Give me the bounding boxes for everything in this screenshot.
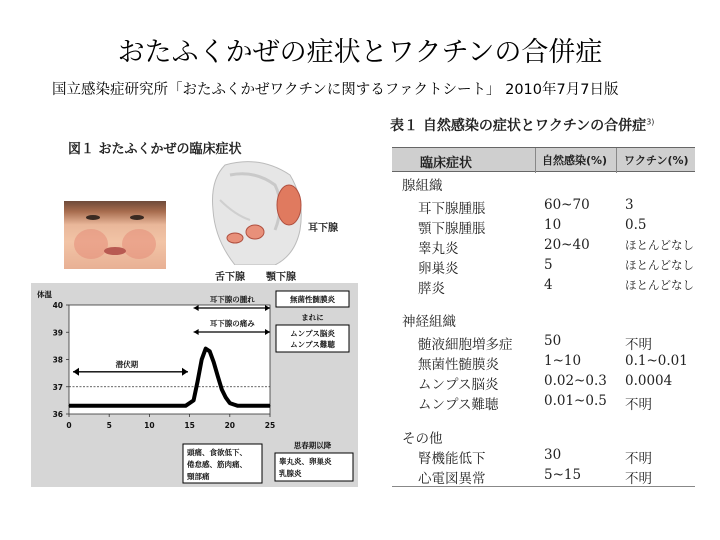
natural-infection-cell: 5~15 <box>544 467 582 483</box>
figure-heading: 図１ おたふくかぜの臨床症状 <box>68 142 242 157</box>
incubation-label: 潜伏期 <box>115 359 139 369</box>
table-row <box>392 373 695 393</box>
deafness-label: ムンプス難聴 <box>290 340 335 349</box>
x-tick-label: 10 <box>144 421 155 430</box>
temperature-point <box>185 405 186 406</box>
table-category-row <box>392 174 695 194</box>
header-divider <box>616 148 617 173</box>
table-row <box>392 393 695 413</box>
vaccine-cell: ほとんどなし <box>625 258 694 272</box>
table-row <box>392 467 695 487</box>
encephalitis-label: ムンプス脳炎 <box>290 329 335 338</box>
temperature-point <box>221 389 222 390</box>
temperature-point <box>229 403 230 404</box>
temperature-point <box>269 405 270 406</box>
photo-cheek-right <box>122 229 156 259</box>
temperature-chart <box>31 283 358 487</box>
natural-infection-cell: 5 <box>544 257 553 273</box>
table-category-row <box>392 427 695 447</box>
slide-title: おたふくかぜの症状とワクチンの合併症 <box>117 37 603 68</box>
table-row <box>392 333 695 353</box>
y-tick-label: 37 <box>52 382 63 392</box>
symptom-cell: 腎機能低下 <box>418 451 486 467</box>
table-heading-text: 表１ 自然感染の症状とワクチンの合併症 <box>390 118 647 134</box>
temperature-point <box>217 375 218 376</box>
table-heading <box>390 115 654 135</box>
salivary-gland-illustration <box>205 160 315 265</box>
table-row <box>392 217 695 237</box>
vaccine-cell: 0.1~0.01 <box>625 353 688 369</box>
table-row <box>392 447 695 467</box>
y-tick-label: 40 <box>52 301 63 310</box>
vaccine-cell: 3 <box>625 197 634 213</box>
table-row <box>392 237 695 257</box>
vaccine-cell: ほとんどなし <box>625 238 694 252</box>
y-tick-label: 36 <box>52 410 63 419</box>
table-row <box>392 197 695 217</box>
symptom-cell: 髄液細胞増多症 <box>418 337 513 353</box>
symptom-cell: 膵炎 <box>418 281 445 297</box>
table-category-row <box>392 310 695 330</box>
table-heading-ref: 3) <box>646 117 655 127</box>
temperature-point <box>68 405 69 406</box>
natural-infection-cell: 0.02~0.3 <box>544 373 607 389</box>
natural-infection-cell: 1~10 <box>544 353 582 369</box>
vaccine-cell: 不明 <box>625 397 652 413</box>
temperature-chart-panel <box>31 283 358 487</box>
vaccine-cell: 不明 <box>625 337 652 353</box>
natural-infection-cell: 20~40 <box>544 237 590 253</box>
x-tick-label: 25 <box>264 421 276 430</box>
temperature-point <box>225 397 226 398</box>
symptom-table <box>392 147 695 487</box>
natural-infection-cell: 10 <box>544 217 562 233</box>
prodrome-line-1: 頭痛、食欲低下、 <box>187 448 247 457</box>
symptom-cell: 耳下腺腫脹 <box>418 201 486 217</box>
col-header-natural: 自然感染(%) <box>542 154 608 167</box>
temperature-point <box>245 405 246 406</box>
vaccine-cell: 0.0004 <box>625 373 673 389</box>
symptom-cell: 睾丸炎 <box>418 241 459 257</box>
temperature-point <box>209 351 210 352</box>
temperature-point <box>201 359 202 360</box>
symptom-cell: 腺組織 <box>402 178 443 194</box>
symptom-cell: その他 <box>402 431 443 447</box>
symptom-cell: 無菌性髄膜炎 <box>418 357 499 373</box>
natural-infection-cell: 0.01~0.5 <box>544 393 607 409</box>
x-tick-label: 20 <box>224 421 236 430</box>
temperature-point <box>197 381 198 382</box>
table-row <box>392 277 695 297</box>
vaccine-cell: 0.5 <box>625 217 647 233</box>
natural-infection-cell: 30 <box>544 447 562 463</box>
temperature-point <box>193 400 194 401</box>
symptom-cell: 顎下腺腫脹 <box>418 221 486 237</box>
y-tick-label: 38 <box>52 355 63 365</box>
vaccine-cell: 不明 <box>625 451 652 467</box>
symptom-cell: 心電図異常 <box>418 471 486 487</box>
symptom-cell: 神経組織 <box>402 314 456 330</box>
table-header-row <box>392 147 695 172</box>
vaccine-cell: ほとんどなし <box>625 278 694 292</box>
symptom-cell: ムンプス脳炎 <box>418 377 499 393</box>
orchitis-line-2: 乳腺炎 <box>279 469 302 478</box>
prodrome-line-2: 倦怠感、筋肉痛、 <box>187 460 247 469</box>
symptom-cell: ムンプス難聴 <box>418 397 499 413</box>
y-tick-label: 39 <box>52 328 63 338</box>
meningitis-label: 無菌性髄膜炎 <box>290 295 335 304</box>
x-tick-label: 15 <box>184 421 195 430</box>
photo-mouth <box>104 247 126 255</box>
parotid-pain-label: 耳下腺の痛み <box>209 319 255 328</box>
y-axis-label: 体温 <box>37 290 52 299</box>
orchitis-line-1: 睾丸炎、卵巣炎 <box>279 457 332 466</box>
temperature-point <box>205 348 206 349</box>
prodrome-line-3: 頸部痛 <box>187 472 210 481</box>
header-divider <box>535 148 536 173</box>
slide-subtitle: 国立感染症研究所「おたふくかぜワクチンに関するファクトシート」 2010年7月7日版 <box>52 82 619 98</box>
vaccine-cell: 不明 <box>625 471 652 487</box>
temperature-point <box>213 362 214 363</box>
sublingual-label: 舌下腺 <box>215 272 245 283</box>
rarely-label: まれに <box>301 313 324 322</box>
natural-infection-cell: 4 <box>544 277 553 293</box>
table-row <box>392 353 695 373</box>
x-tick-label: 0 <box>66 421 72 430</box>
col-header-vaccine: ワクチン(%) <box>624 154 689 167</box>
child-photo <box>64 201 166 269</box>
photo-cheek-left <box>74 229 108 259</box>
photo-eye-right <box>130 215 144 220</box>
temperature-point <box>233 404 234 405</box>
col-header-symptom: 臨床症状 <box>420 156 473 171</box>
temperature-point <box>237 405 238 406</box>
parotid-swelling-label: 耳下腺の腫れ <box>209 295 255 304</box>
table-row <box>392 257 695 277</box>
submandibular-label: 顎下腺 <box>266 272 296 283</box>
x-tick-label: 5 <box>106 421 112 430</box>
after-puberty-label: 思春期以降 <box>293 441 332 450</box>
symptom-cell: 卵巣炎 <box>418 261 459 277</box>
natural-infection-cell: 50 <box>544 333 562 349</box>
photo-eye-left <box>86 215 100 220</box>
natural-infection-cell: 60~70 <box>544 197 590 213</box>
parotid-label: 耳下腺 <box>308 223 338 234</box>
